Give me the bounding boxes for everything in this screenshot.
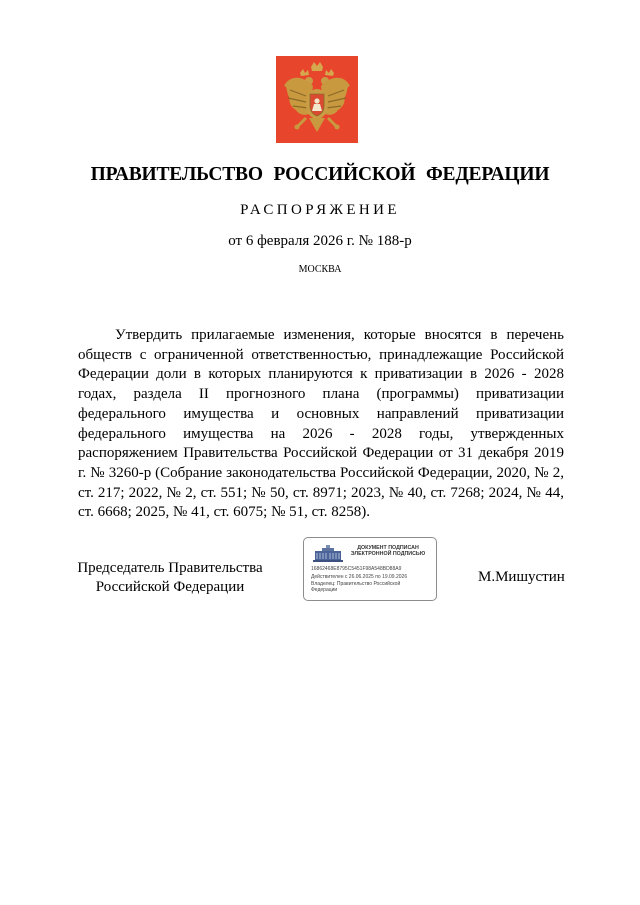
government-title: ПРАВИТЕЛЬСТВО РОССИЙСКОЙ ФЕДЕРАЦИИ xyxy=(90,164,550,185)
document-city: МОСКВА xyxy=(298,264,342,275)
stamp-validity: Действителен с 26.06.2025 по 19.09.2026 xyxy=(311,574,408,580)
signer-position-line2: Российской Федерации xyxy=(95,579,245,595)
stamp-title-line2: ЭЛЕКТРОННОЙ ПОДПИСЬЮ xyxy=(350,551,426,558)
government-building-icon xyxy=(313,544,343,562)
signer-name: М.Мишустин xyxy=(478,569,565,585)
signer-position xyxy=(70,559,270,597)
stamp-certificate: 16862468E8795C5451F98A548BD88A9 xyxy=(311,566,402,572)
document-type: РАСПОРЯЖЕНИЕ xyxy=(240,202,400,218)
signer-position-line1: Председатель Правительства xyxy=(77,560,263,576)
electronic-signature-stamp xyxy=(303,537,437,601)
coat-of-arms-icon xyxy=(276,56,358,143)
stamp-title-line1: ДОКУМЕНТ ПОДПИСАН xyxy=(357,545,419,551)
stamp-owner-line1: Владелец: Правительство Российской xyxy=(311,581,401,587)
decree-paragraph: Утвердить прилагаемые изменения, которые вносятся в перечень обществ с ограниченной ответственностью, принадлежащие Российской Федерации доли в которых планируются к приватизации в 2026 - 2028 годах, раздела II прогнозного плана (программы) приватизации федерального имущества и основных направлений приватизации федерального имущества на 2026 - 2028 годы, утвержденных распоряжением Правительства Российской Федерации от 31 декабря 2019 г. № 3260-р (Собрание законодательства Российской Федерации, 2020, № 2, ст. 217; 2022, № 2, ст. 551; № 50, ст. 8971; 2023, № 40, ст. 7268; 2024, № 44, ст. 6668; 2025, № 41, ст. 6075; № 51, ст. 8258). xyxy=(78,327,564,521)
document-date-number: от 6 февраля 2026 г. № 188-р xyxy=(228,233,412,249)
stamp-owner-line2: Федерации xyxy=(311,587,338,593)
stamp-title xyxy=(344,545,432,558)
